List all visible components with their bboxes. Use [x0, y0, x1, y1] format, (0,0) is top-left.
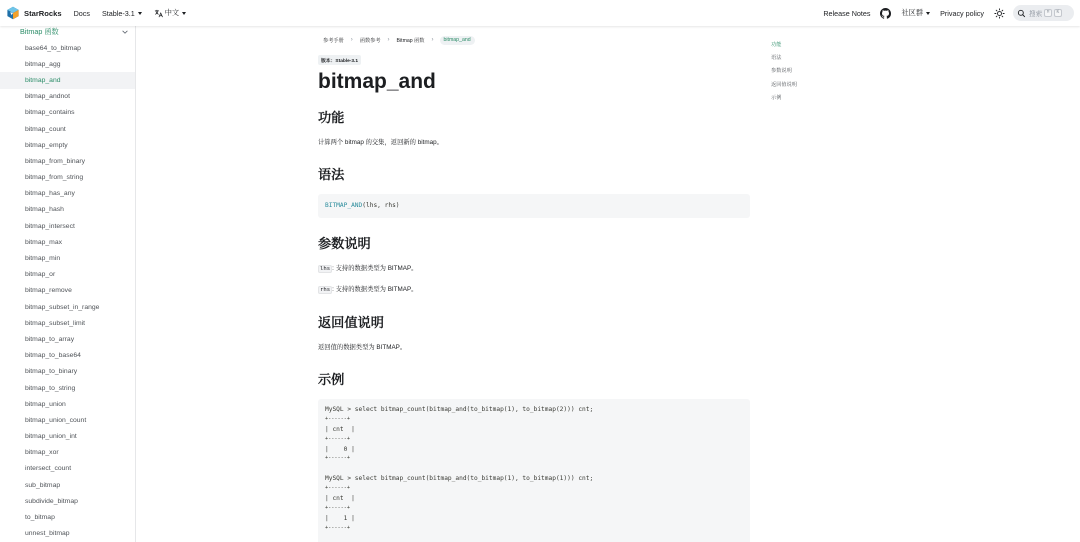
search-placeholder: 搜索	[1029, 11, 1043, 18]
heading-syntax: 语法	[318, 167, 345, 182]
example-code-line: +------+	[325, 415, 350, 422]
breadcrumb-item-bitmap-functions[interactable]: Bitmap 函数	[396, 37, 425, 44]
sidebar-item[interactable]: bitmap_max	[25, 238, 63, 246]
sidebar-item[interactable]: bitmap_contains	[25, 109, 75, 117]
sidebar-item[interactable]: bitmap_hash	[25, 206, 64, 214]
sidebar-item[interactable]: base64_to_bitmap	[25, 44, 81, 52]
nav-language-label: 中文	[164, 8, 180, 17]
nav-community-dropdown[interactable]	[901, 8, 930, 18]
sidebar-item[interactable]: bitmap_to_array	[25, 335, 75, 343]
param-rhs-text: : 支持的数据类型为 BITMAP。	[332, 286, 418, 293]
main-content	[318, 34, 750, 531]
github-icon	[880, 8, 891, 19]
nav-community-label: 社区群	[901, 8, 924, 17]
search-button[interactable]	[1013, 5, 1074, 21]
brand-name: StarRocks	[24, 8, 62, 18]
sidebar-item[interactable]: bitmap_subset_limit	[25, 319, 86, 327]
example-code-line: | 1 |	[325, 514, 355, 522]
param-lhs-text: : 支持的数据类型为 BITMAP。	[332, 265, 418, 272]
shortcut-key-k: K	[1054, 9, 1062, 17]
example-code-line: | 0 |	[325, 445, 355, 453]
toc-item[interactable]: 功能	[771, 42, 782, 48]
example-code-line: MySQL > select bitmap_count(bitmap_and(to_bitmap(1), to_bitmap(1))) cnt;	[325, 475, 594, 483]
sidebar-item[interactable]: bitmap_remove	[25, 287, 72, 295]
example-code-line: | cnt |	[325, 425, 355, 433]
nav-language-dropdown[interactable]	[154, 8, 186, 18]
sidebar-item[interactable]: bitmap_subset_in_range	[25, 303, 100, 311]
example-code-line: +------+	[325, 524, 350, 531]
chevron-right-icon: ›	[387, 37, 390, 43]
theme-toggle-button[interactable]	[994, 8, 1005, 19]
example-code-line: MySQL > select bitmap_count(bitmap_and(to_bitmap(1), to_bitmap(2))) cnt;	[325, 406, 594, 413]
sun-icon	[994, 8, 1005, 19]
breadcrumb	[322, 34, 750, 46]
heading-examples: 示例	[318, 372, 345, 387]
function-description: 计算两个 bitmap 的交集，返回新的 bitmap。	[318, 139, 443, 146]
nav-release-notes[interactable]: Release Notes	[823, 8, 871, 18]
toc-item[interactable]: 返回值说明	[771, 81, 797, 88]
github-link[interactable]	[880, 8, 891, 19]
top-navbar	[0, 0, 1080, 26]
starrocks-logo-icon	[6, 6, 20, 20]
sidebar-item[interactable]: bitmap_union_count	[25, 416, 87, 424]
sidebar-item[interactable]: bitmap_to_binary	[25, 368, 78, 376]
example-code-block	[318, 399, 750, 542]
sidebar-item[interactable]: bitmap_from_binary	[25, 157, 86, 165]
example-code-line: +------+	[325, 455, 350, 462]
sidebar-item[interactable]: bitmap_from_string	[25, 174, 84, 182]
chevron-down-icon	[926, 12, 930, 15]
toc-item[interactable]: 语法	[771, 55, 782, 62]
sidebar-item[interactable]: bitmap_xor	[25, 449, 59, 457]
sidebar-item[interactable]: bitmap_andnot	[25, 93, 70, 101]
syntax-code-block	[318, 194, 750, 218]
heading-parameters: 参数说明	[318, 236, 371, 251]
sidebar-item[interactable]: bitmap_count	[25, 125, 66, 133]
breadcrumb-item-function-reference[interactable]: 函数参考	[359, 37, 381, 44]
brand-link[interactable]	[6, 6, 62, 20]
example-code-line: +------+	[325, 435, 350, 442]
syntax-code-function: BITMAP_AND	[325, 202, 363, 209]
shortcut-key-cmd: ⌘	[1044, 9, 1052, 17]
chevron-down-icon[interactable]	[121, 28, 129, 36]
chevron-right-icon: ›	[431, 37, 434, 43]
sidebar-list	[0, 40, 135, 542]
sidebar-item[interactable]: bitmap_intersect	[25, 222, 75, 230]
sidebar-item[interactable]: bitmap_empty	[25, 141, 68, 149]
nav-docs[interactable]: Docs	[73, 8, 90, 18]
sidebar-item[interactable]: intersect_count	[25, 465, 72, 473]
sidebar-item[interactable]: bitmap_has_any	[25, 190, 75, 198]
page-title: bitmap_and	[318, 69, 436, 93]
sidebar	[0, 26, 136, 542]
heading-return-value: 返回值说明	[318, 315, 384, 330]
nav-privacy-policy[interactable]: Privacy policy	[940, 8, 984, 18]
sidebar-category-bitmap-functions[interactable]	[0, 26, 135, 38]
chevron-right-icon: ›	[350, 37, 353, 43]
sidebar-item[interactable]: bitmap_agg	[25, 60, 61, 68]
sidebar-item[interactable]: bitmap_min	[25, 255, 61, 263]
sidebar-item[interactable]: bitmap_union	[25, 400, 66, 408]
breadcrumb-item-reference[interactable]: 参考手册	[323, 37, 344, 44]
sidebar-item[interactable]: to_bitmap	[25, 514, 55, 522]
sidebar-item[interactable]: bitmap_to_base64	[25, 352, 81, 360]
example-code-line	[325, 464, 743, 474]
param-lhs-code: lhs	[320, 266, 331, 272]
example-code-line: +------+	[325, 504, 350, 511]
syntax-code-args: (lhs, rhs)	[362, 202, 400, 209]
version-badge: 版本：Stable-3.1	[318, 55, 361, 65]
sidebar-item[interactable]: bitmap_to_string	[25, 384, 76, 392]
param-rhs	[318, 285, 417, 295]
search-icon	[1017, 9, 1026, 18]
translate-icon	[154, 9, 163, 18]
sidebar-item[interactable]: subdivide_bitmap	[25, 497, 78, 505]
return-description: 返回值的数据类型为 BITMAP。	[318, 344, 407, 351]
chevron-down-icon	[138, 12, 142, 15]
toc-item[interactable]: 参数说明	[771, 68, 792, 75]
example-code-line: +------+	[325, 485, 350, 492]
sidebar-item[interactable]: bitmap_or	[25, 271, 56, 279]
syntax-code-line	[325, 201, 743, 211]
sidebar-item[interactable]: unnest_bitmap	[25, 530, 70, 538]
sidebar-item[interactable]: bitmap_and	[0, 72, 135, 88]
sidebar-category-label: Bitmap 函数	[20, 27, 59, 36]
heading-function: 功能	[318, 110, 345, 125]
nav-version-label: Stable-3.1	[101, 8, 135, 18]
toc-item[interactable]: 示例	[771, 94, 782, 101]
sidebar-item[interactable]: bitmap_union_int	[25, 433, 77, 441]
example-code-line: | cnt |	[325, 495, 355, 503]
param-lhs	[318, 264, 417, 274]
table-of-contents	[771, 41, 797, 107]
nav-version-dropdown[interactable]	[102, 9, 142, 18]
sidebar-item[interactable]: sub_bitmap	[25, 481, 61, 489]
param-rhs-code: rhs	[320, 287, 331, 293]
chevron-down-icon	[182, 12, 186, 15]
breadcrumb-item-current: bitmap_and	[440, 36, 475, 45]
